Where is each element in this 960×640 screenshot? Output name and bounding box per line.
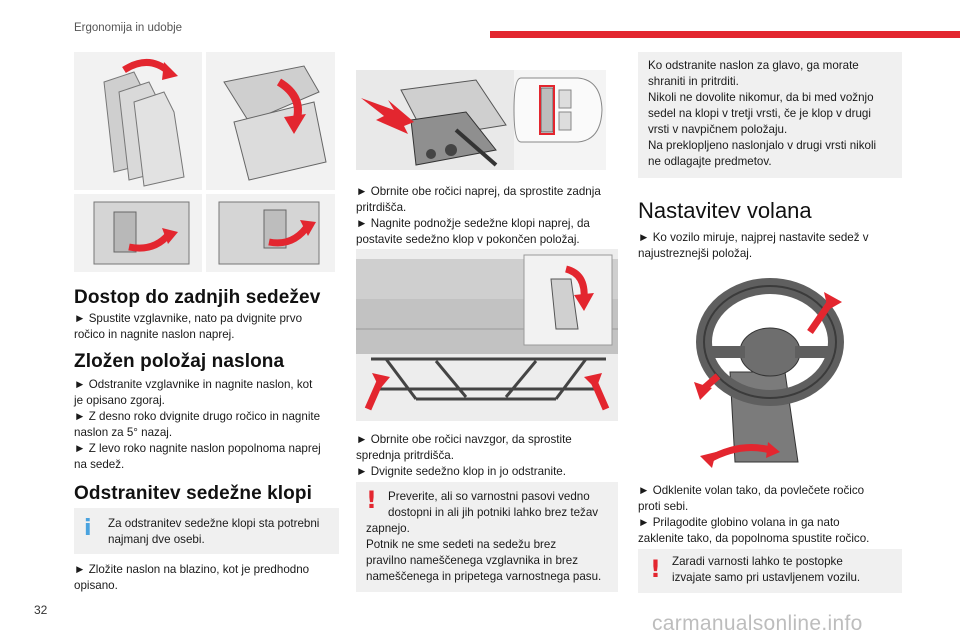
text-rotate-levers-forward: ► Obrnite obe ročici naprej, da sprostite zadnja pritrdišča. ► Nagnite podnožje sedežne klopi naprej, da postavite sedežno klop v pokončen položaj.: [356, 185, 601, 246]
seat-fold-illustration: [74, 52, 335, 272]
bench-lift-illustration: [356, 249, 618, 421]
steering-wheel-illustration: [690, 272, 850, 477]
warning-text-stationary: Zaradi varnosti lahko te postopke izvajate samo pri ustavljenem vozilu.: [672, 555, 861, 584]
header-accent-bar: [490, 31, 960, 38]
warning-text-first: Preverite, ali so varnostni pasovi vedno dostopni in ali jih potniki lahko brez težav: [388, 490, 599, 519]
text-rotate-levers-up: ► Obrnite obe ročici navzgor, da sprostite sprednja pritrdišča. ► Dvignite sedežno klop in jo odstranite.: [356, 433, 572, 478]
heading-steering-adjustment: Nastavitev volana: [638, 198, 812, 223]
note-box-headrest: [638, 52, 902, 178]
heading-bench-removal: Odstranitev sedežne klopi: [74, 483, 312, 504]
warning-box-seatbelts: [356, 482, 618, 592]
warning-icon: !: [366, 486, 377, 514]
warning-icon-stationary: !: [650, 555, 661, 583]
text-fold-on-cushion: ► Zložite naslon na blazino, kot je predhodno opisano.: [74, 563, 310, 592]
note-text-headrest: Ko odstranite naslon za glavo, ga morate shraniti in pritrditi. Nikoli ne dovolite nikomur, da bi med vožnjo sedel na klopi v tretji vrsti, če je klop v drugi vrsti v navpičnem položaju. Na preklopljeno naslonjalo v drugi vrsti nikoli ne odlagajte predmetov.: [648, 59, 877, 168]
info-text: Za odstranitev sedežne klopi sta potrebni najmanj dve osebi.: [108, 517, 320, 546]
text-unlock-wheel: ► Odklenite volan tako, da povlečete ročico proti sebi. ► Prilagodite globino volana in ga nato zaklenite tako, da popolnoma spustite ročico.: [638, 484, 870, 545]
page-number: 32: [34, 603, 48, 617]
heading-folded-backrest: Zložen položaj naslona: [74, 351, 285, 372]
info-icon: i: [84, 516, 92, 541]
warning-text-rest: zapnejo. Potnik ne sme sedeti na sedežu brez pravilno nameščenega vzglavnika in brez nameščenega in pripetega varnostnega pasu.: [366, 522, 602, 583]
text-rear-seat-access: ► Spustite vzglavnike, nato pa dvignite prvo ročico in nagnite naslon naprej.: [74, 312, 303, 341]
text-folded-backrest: ► Odstranite vzglavnike in nagnite naslon, kot je opisano zgoraj. ► Z desno roko dvignite drugo ročico in nagnite naslon za 5° nazaj. ► Z levo roko nagnite naslon popolnoma naprej na sedež.: [74, 378, 321, 471]
heading-rear-seat-access: Dostop do zadnjih sedežev: [74, 287, 321, 308]
warning-box-stationary: [638, 549, 902, 593]
section-title: Ergonomija in udobje: [74, 22, 183, 34]
info-box: [74, 508, 339, 554]
text-adjust-seat-first: ► Ko vozilo miruje, najprej nastavite sedež v najustreznejši položaj.: [638, 231, 869, 260]
bench-tilt-illustration: [356, 70, 606, 170]
watermark: carmanualsonline.info: [652, 612, 863, 635]
